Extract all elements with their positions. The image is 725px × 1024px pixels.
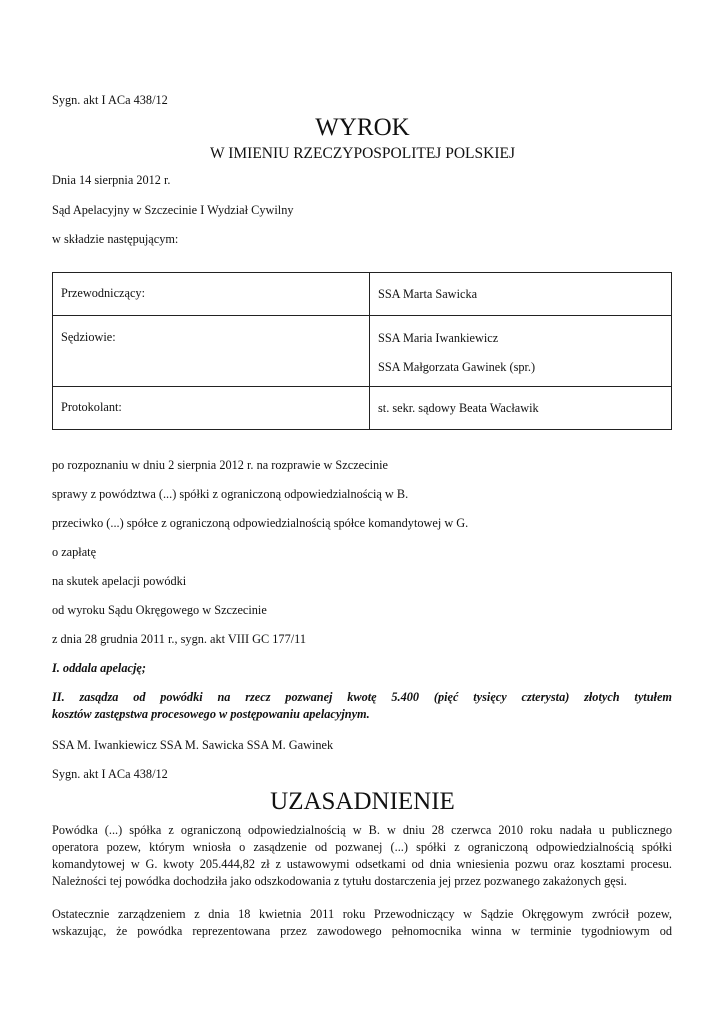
body-line: przeciwko (...) spółce z ograniczoną odpowiedzialnością spółce komandytowej w G. <box>52 516 469 530</box>
body-line: od wyroku Sądu Okręgowego w Szczecinie <box>52 603 267 617</box>
judge-name: SSA Maria Iwankiewicz <box>378 331 499 345</box>
panel-name <box>370 387 672 430</box>
court-name: Sąd Apelacyjny w Szczecinie I Wydział Cywilny <box>52 203 294 217</box>
case-number-bottom: Sygn. akt I ACa 438/12 <box>52 767 168 781</box>
body-line: o zapłatę <box>52 545 97 559</box>
document-title: WYROK <box>315 114 410 141</box>
paragraph-line: Ostatecznie zarządzeniem z dnia 18 kwietnia 2011 roku Przewodniczący w Sądzie Okręgowym zwrócił pozew, <box>52 907 672 921</box>
justification-paragraph-1 <box>52 822 672 890</box>
panel-names <box>370 316 672 387</box>
judge-name: SSA Małgorzata Gawinek (spr.) <box>378 360 536 374</box>
panel-row-judges <box>53 316 672 387</box>
panel-role: Przewodniczący: <box>53 273 370 316</box>
panel-role: Protokolant: <box>53 387 370 430</box>
ruling-line: II. zasądza od powódki na rzecz pozwanej kwotę 5.400 (pięć tysięcy czterysta) złotych tytułem <box>52 690 672 704</box>
judgment-date: Dnia 14 sierpnia 2012 r. <box>52 173 171 187</box>
body-line: na skutek apelacji powódki <box>52 574 187 588</box>
judges-signatures: SSA M. Iwankiewicz SSA M. Sawicka SSA M. Gawinek <box>52 738 334 752</box>
paragraph-line: wskazując, że powódka reprezentowana przez zawodowego pełnomocnika winna w terminie tygodniowym od <box>52 924 672 938</box>
panel-row-clerk <box>53 387 672 430</box>
body-line: po rozpoznaniu w dniu 2 sierpnia 2012 r. na rozprawie w Szczecinie <box>52 458 389 472</box>
clerk-name: st. sekr. sądowy Beata Wacławik <box>378 401 539 415</box>
justification-title: UZASADNIENIE <box>270 788 455 815</box>
panel-row-chair <box>53 273 672 316</box>
court-panel-table <box>52 272 672 430</box>
case-number-top: Sygn. akt I ACa 438/12 <box>52 93 168 107</box>
paragraph-line: operatora pozew, którym wniosła o zasądzenie od pozwanej (...) spółki z ograniczoną odpowiedzialnością spółki <box>52 840 672 854</box>
ruling-point-2 <box>52 689 672 723</box>
paragraph-line: Należności tej powódka dochodziła jako odszkodowania z tytułu dostarczenia jej przez pozwanego zakażonych gęsi. <box>52 874 627 888</box>
paragraph-line: komandytowej w G. kwoty 205.444,82 zł z ustawowymi odsetkami od dnia wniesienia pozwu oraz kosztami procesu. <box>52 857 672 871</box>
body-line: z dnia 28 grudnia 2011 r., sygn. akt VIII GC 177/11 <box>52 632 306 646</box>
composition-intro: w składzie następującym: <box>52 232 179 246</box>
ruling-line: kosztów zastępstwa procesowego w postępowaniu apelacyjnym. <box>52 707 370 721</box>
judge-name: SSA Marta Sawicka <box>378 287 478 301</box>
panel-name <box>370 273 672 316</box>
ruling-point-1: I. oddala apelację; <box>52 661 146 675</box>
panel-role: Sędziowie: <box>53 316 370 387</box>
paragraph-line: Powódka (...) spółka z ograniczoną odpowiedzialnością w B. w dniu 28 czerwca 2010 roku nadała u publicznego <box>52 823 672 837</box>
body-line: sprawy z powództwa (...) spółki z ograniczoną odpowiedzialnością w B. <box>52 487 409 501</box>
document-subtitle: W IMIENIU RZECZYPOSPOLITEJ POLSKIEJ <box>210 145 515 162</box>
justification-paragraph-2 <box>52 906 672 940</box>
